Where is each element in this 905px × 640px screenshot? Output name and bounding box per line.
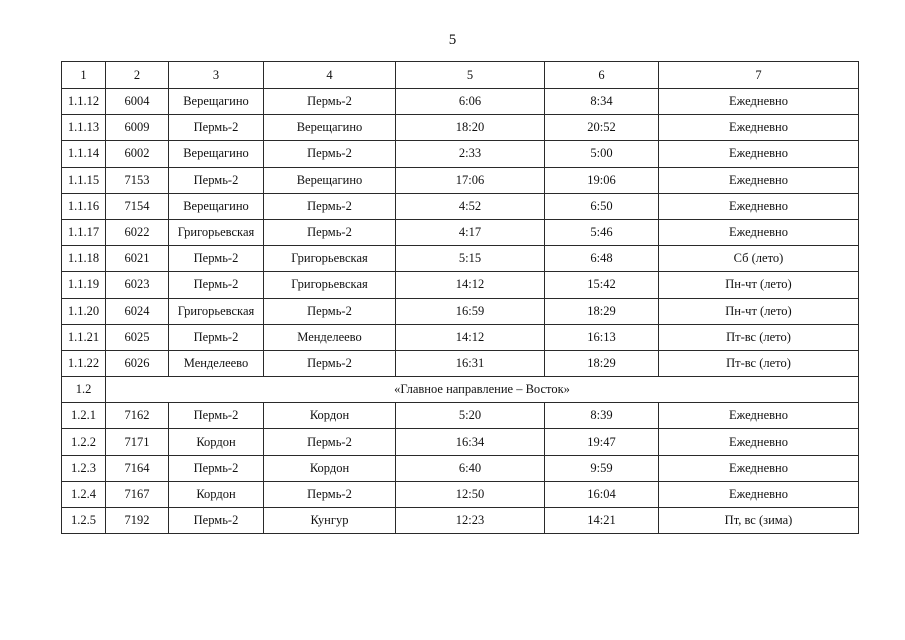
- row-number-cell: 1.1.22: [62, 350, 106, 376]
- arrival-time-cell: 19:06: [545, 167, 659, 193]
- destination-cell: Кунгур: [264, 508, 396, 534]
- row-number-cell: 1.2.1: [62, 403, 106, 429]
- departure-time-cell: 12:50: [396, 481, 545, 507]
- arrival-time-cell: 6:48: [545, 246, 659, 272]
- destination-cell: Пермь-2: [264, 89, 396, 115]
- schedule-days-cell: Ежедневно: [659, 115, 859, 141]
- destination-cell: Пермь-2: [264, 141, 396, 167]
- table-row: [62, 89, 859, 115]
- column-header: 6: [545, 62, 659, 89]
- train-number-cell: 7164: [106, 455, 169, 481]
- train-number-cell: 6009: [106, 115, 169, 141]
- destination-cell: Верещагино: [264, 167, 396, 193]
- departure-time-cell: 4:17: [396, 219, 545, 245]
- page-number: 5: [448, 32, 457, 48]
- arrival-time-cell: 14:21: [545, 508, 659, 534]
- section-number-cell: 1.2: [62, 377, 106, 403]
- destination-cell: Григорьевская: [264, 272, 396, 298]
- train-number-cell: 6026: [106, 350, 169, 376]
- arrival-time-cell: 18:29: [545, 298, 659, 324]
- destination-cell: Григорьевская: [264, 246, 396, 272]
- train-number-cell: 6004: [106, 89, 169, 115]
- train-number-cell: 7167: [106, 481, 169, 507]
- train-number-cell: 6025: [106, 324, 169, 350]
- origin-cell: Кордон: [169, 481, 264, 507]
- row-number-cell: 1.2.3: [62, 455, 106, 481]
- table-row: [62, 272, 859, 298]
- table-row: [62, 324, 859, 350]
- table-row: [62, 429, 859, 455]
- row-number-cell: 1.1.21: [62, 324, 106, 350]
- row-number-cell: 1.1.18: [62, 246, 106, 272]
- destination-cell: Менделеево: [264, 324, 396, 350]
- column-header: 7: [659, 62, 859, 89]
- departure-time-cell: 12:23: [396, 508, 545, 534]
- schedule-days-cell: Ежедневно: [659, 429, 859, 455]
- destination-cell: Пермь-2: [264, 193, 396, 219]
- destination-cell: Пермь-2: [264, 219, 396, 245]
- row-number-cell: 1.1.16: [62, 193, 106, 219]
- departure-time-cell: 16:59: [396, 298, 545, 324]
- train-number-cell: 7162: [106, 403, 169, 429]
- schedule-days-cell: Пн-чт (лето): [659, 272, 859, 298]
- origin-cell: Пермь-2: [169, 246, 264, 272]
- origin-cell: Пермь-2: [169, 167, 264, 193]
- origin-cell: Пермь-2: [169, 403, 264, 429]
- row-number-cell: 1.1.12: [62, 89, 106, 115]
- origin-cell: Пермь-2: [169, 272, 264, 298]
- arrival-time-cell: 18:29: [545, 350, 659, 376]
- table-row: [62, 455, 859, 481]
- schedule-days-cell: Пн-чт (лето): [659, 298, 859, 324]
- table-body: [62, 89, 859, 534]
- arrival-time-cell: 20:52: [545, 115, 659, 141]
- arrival-time-cell: 19:47: [545, 429, 659, 455]
- schedule-days-cell: Пт-вс (лето): [659, 324, 859, 350]
- row-number-cell: 1.1.14: [62, 141, 106, 167]
- schedule-days-cell: Пт, вс (зима): [659, 508, 859, 534]
- train-number-cell: 7153: [106, 167, 169, 193]
- table-row: [62, 298, 859, 324]
- destination-cell: Кордон: [264, 455, 396, 481]
- destination-cell: Пермь-2: [264, 481, 396, 507]
- departure-time-cell: 2:33: [396, 141, 545, 167]
- arrival-time-cell: 6:50: [545, 193, 659, 219]
- schedule-days-cell: Ежедневно: [659, 403, 859, 429]
- table-row: [62, 115, 859, 141]
- table-row: [62, 193, 859, 219]
- arrival-time-cell: 16:04: [545, 481, 659, 507]
- destination-cell: Пермь-2: [264, 350, 396, 376]
- schedule-days-cell: Ежедневно: [659, 89, 859, 115]
- table-row: [62, 141, 859, 167]
- arrival-time-cell: 15:42: [545, 272, 659, 298]
- origin-cell: Верещагино: [169, 193, 264, 219]
- origin-cell: Верещагино: [169, 141, 264, 167]
- train-number-cell: 7192: [106, 508, 169, 534]
- arrival-time-cell: 5:00: [545, 141, 659, 167]
- origin-cell: Григорьевская: [169, 298, 264, 324]
- table-row: [62, 403, 859, 429]
- table-row: [62, 167, 859, 193]
- departure-time-cell: 16:31: [396, 350, 545, 376]
- section-row: [62, 377, 859, 403]
- origin-cell: Пермь-2: [169, 324, 264, 350]
- schedule-days-cell: Ежедневно: [659, 481, 859, 507]
- origin-cell: Кордон: [169, 429, 264, 455]
- column-header: 1: [62, 62, 106, 89]
- origin-cell: Григорьевская: [169, 219, 264, 245]
- schedule-days-cell: Ежедневно: [659, 193, 859, 219]
- train-number-cell: 6021: [106, 246, 169, 272]
- row-number-cell: 1.2.5: [62, 508, 106, 534]
- origin-cell: Пермь-2: [169, 115, 264, 141]
- destination-cell: Пермь-2: [264, 298, 396, 324]
- departure-time-cell: 18:20: [396, 115, 545, 141]
- train-number-cell: 6002: [106, 141, 169, 167]
- departure-time-cell: 4:52: [396, 193, 545, 219]
- destination-cell: Пермь-2: [264, 429, 396, 455]
- table-row: [62, 350, 859, 376]
- departure-time-cell: 16:34: [396, 429, 545, 455]
- row-number-cell: 1.2.4: [62, 481, 106, 507]
- column-header: 3: [169, 62, 264, 89]
- departure-time-cell: 14:12: [396, 272, 545, 298]
- arrival-time-cell: 9:59: [545, 455, 659, 481]
- departure-time-cell: 5:20: [396, 403, 545, 429]
- train-number-cell: 6024: [106, 298, 169, 324]
- origin-cell: Пермь-2: [169, 508, 264, 534]
- arrival-time-cell: 8:34: [545, 89, 659, 115]
- departure-time-cell: 6:06: [396, 89, 545, 115]
- schedule-days-cell: Ежедневно: [659, 455, 859, 481]
- train-number-cell: 6023: [106, 272, 169, 298]
- arrival-time-cell: 5:46: [545, 219, 659, 245]
- origin-cell: Пермь-2: [169, 455, 264, 481]
- table-row: [62, 481, 859, 507]
- arrival-time-cell: 8:39: [545, 403, 659, 429]
- table-row: [62, 508, 859, 534]
- train-number-cell: 7171: [106, 429, 169, 455]
- schedule-days-cell: Сб (лето): [659, 246, 859, 272]
- column-header: 4: [264, 62, 396, 89]
- departure-time-cell: 6:40: [396, 455, 545, 481]
- schedule-days-cell: Пт-вс (лето): [659, 350, 859, 376]
- train-number-cell: 7154: [106, 193, 169, 219]
- schedule-days-cell: Ежедневно: [659, 167, 859, 193]
- destination-cell: Верещагино: [264, 115, 396, 141]
- departure-time-cell: 5:15: [396, 246, 545, 272]
- column-header: 2: [106, 62, 169, 89]
- train-number-cell: 6022: [106, 219, 169, 245]
- row-number-cell: 1.2.2: [62, 429, 106, 455]
- row-number-cell: 1.1.20: [62, 298, 106, 324]
- arrival-time-cell: 16:13: [545, 324, 659, 350]
- row-number-cell: 1.1.19: [62, 272, 106, 298]
- destination-cell: Кордон: [264, 403, 396, 429]
- header-row: [62, 62, 859, 89]
- origin-cell: Верещагино: [169, 89, 264, 115]
- row-number-cell: 1.1.17: [62, 219, 106, 245]
- row-number-cell: 1.1.15: [62, 167, 106, 193]
- schedule-days-cell: Ежедневно: [659, 141, 859, 167]
- column-header: 5: [396, 62, 545, 89]
- departure-time-cell: 14:12: [396, 324, 545, 350]
- section-title-cell: «Главное направление – Восток»: [106, 377, 859, 403]
- schedule-table: [61, 61, 859, 534]
- table-row: [62, 219, 859, 245]
- departure-time-cell: 17:06: [396, 167, 545, 193]
- table-row: [62, 246, 859, 272]
- origin-cell: Менделеево: [169, 350, 264, 376]
- row-number-cell: 1.1.13: [62, 115, 106, 141]
- schedule-days-cell: Ежедневно: [659, 219, 859, 245]
